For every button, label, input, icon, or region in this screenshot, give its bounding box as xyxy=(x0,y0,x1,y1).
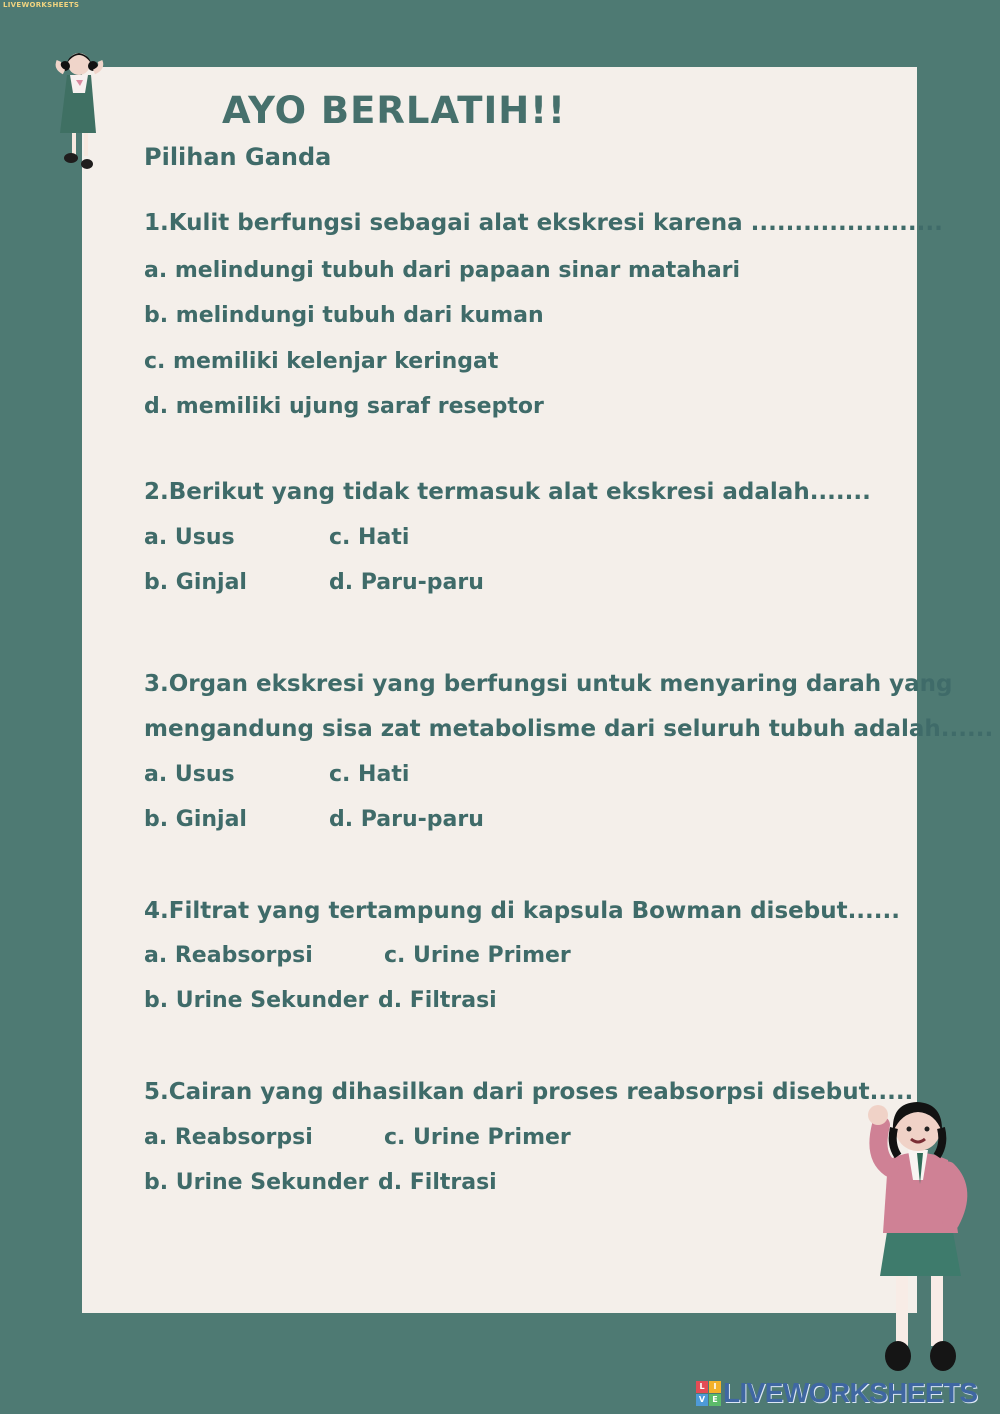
question-3-text-line-2: mengandung sisa zat metabolisme dari seluruh tubuh adalah...... xyxy=(144,716,994,742)
question-4-option-d[interactable]: d. Filtrasi xyxy=(378,988,497,1013)
question-5-option-b[interactable]: b. Urine Sekunder xyxy=(144,1170,369,1195)
question-3-text-line-1: 3.Organ ekskresi yang berfungsi untuk menyaring darah yang xyxy=(144,671,953,697)
section-title: Pilihan Ganda xyxy=(144,143,332,171)
question-1-option-d[interactable]: d. memiliki ujung saraf reseptor xyxy=(144,394,544,419)
question-4-text: 4.Filtrat yang tertampung di kapsula Bowman disebut...... xyxy=(144,898,900,924)
question-3-option-d[interactable]: d. Paru-paru xyxy=(329,807,484,832)
worksheet-heading: AYO BERLATIH!! xyxy=(222,89,566,132)
question-5-option-a[interactable]: a. Reabsorpsi xyxy=(144,1125,313,1150)
logo-letter-v: V xyxy=(696,1394,708,1406)
liveworksheets-logo-icon xyxy=(696,1381,721,1406)
question-5-option-d[interactable]: d. Filtrasi xyxy=(378,1170,497,1195)
question-2-text: 2.Berikut yang tidak termasuk alat ekskresi adalah....... xyxy=(144,479,871,505)
student-girl-right-illustration xyxy=(853,1098,983,1373)
logo-letter-e: E xyxy=(709,1394,721,1406)
logo-letter-l: L xyxy=(696,1381,708,1393)
question-4-option-a[interactable]: a. Reabsorpsi xyxy=(144,943,313,968)
question-1-option-c[interactable]: c. memiliki kelenjar keringat xyxy=(144,349,499,374)
question-3-option-a[interactable]: a. Usus xyxy=(144,762,235,787)
liveworksheets-brand xyxy=(696,1378,978,1408)
question-4-option-c[interactable]: c. Urine Primer xyxy=(384,943,571,968)
question-1-text: 1.Kulit berfungsi sebagai alat ekskresi karena ...................... xyxy=(144,210,943,236)
question-2-option-b[interactable]: b. Ginjal xyxy=(144,570,247,595)
question-3-option-c[interactable]: c. Hati xyxy=(329,762,410,787)
worksheet-paper xyxy=(82,67,994,1313)
question-1-option-b[interactable]: b. melindungi tubuh dari kuman xyxy=(144,303,544,328)
question-1-option-a[interactable]: a. melindungi tubuh dari papaan sinar matahari xyxy=(144,258,741,283)
brand-wordmark: LIVEWORKSHEETS xyxy=(723,1377,978,1408)
question-4-option-b[interactable]: b. Urine Sekunder xyxy=(144,988,369,1013)
question-5-option-c[interactable]: c. Urine Primer xyxy=(384,1125,571,1150)
logo-letter-i: I xyxy=(709,1381,721,1393)
question-2-option-d[interactable]: d. Paru-paru xyxy=(329,570,484,595)
student-girl-left-illustration xyxy=(49,45,109,176)
question-3-option-b[interactable]: b. Ginjal xyxy=(144,807,247,832)
question-2-option-a[interactable]: a. Usus xyxy=(144,525,235,550)
small-liveworksheets-mark: LIVEWORKSHEETS xyxy=(3,1,80,9)
question-2-option-c[interactable]: c. Hati xyxy=(329,525,410,550)
question-5-text: 5.Cairan yang dihasilkan dari proses reabsorpsi disebut..... xyxy=(144,1079,914,1105)
